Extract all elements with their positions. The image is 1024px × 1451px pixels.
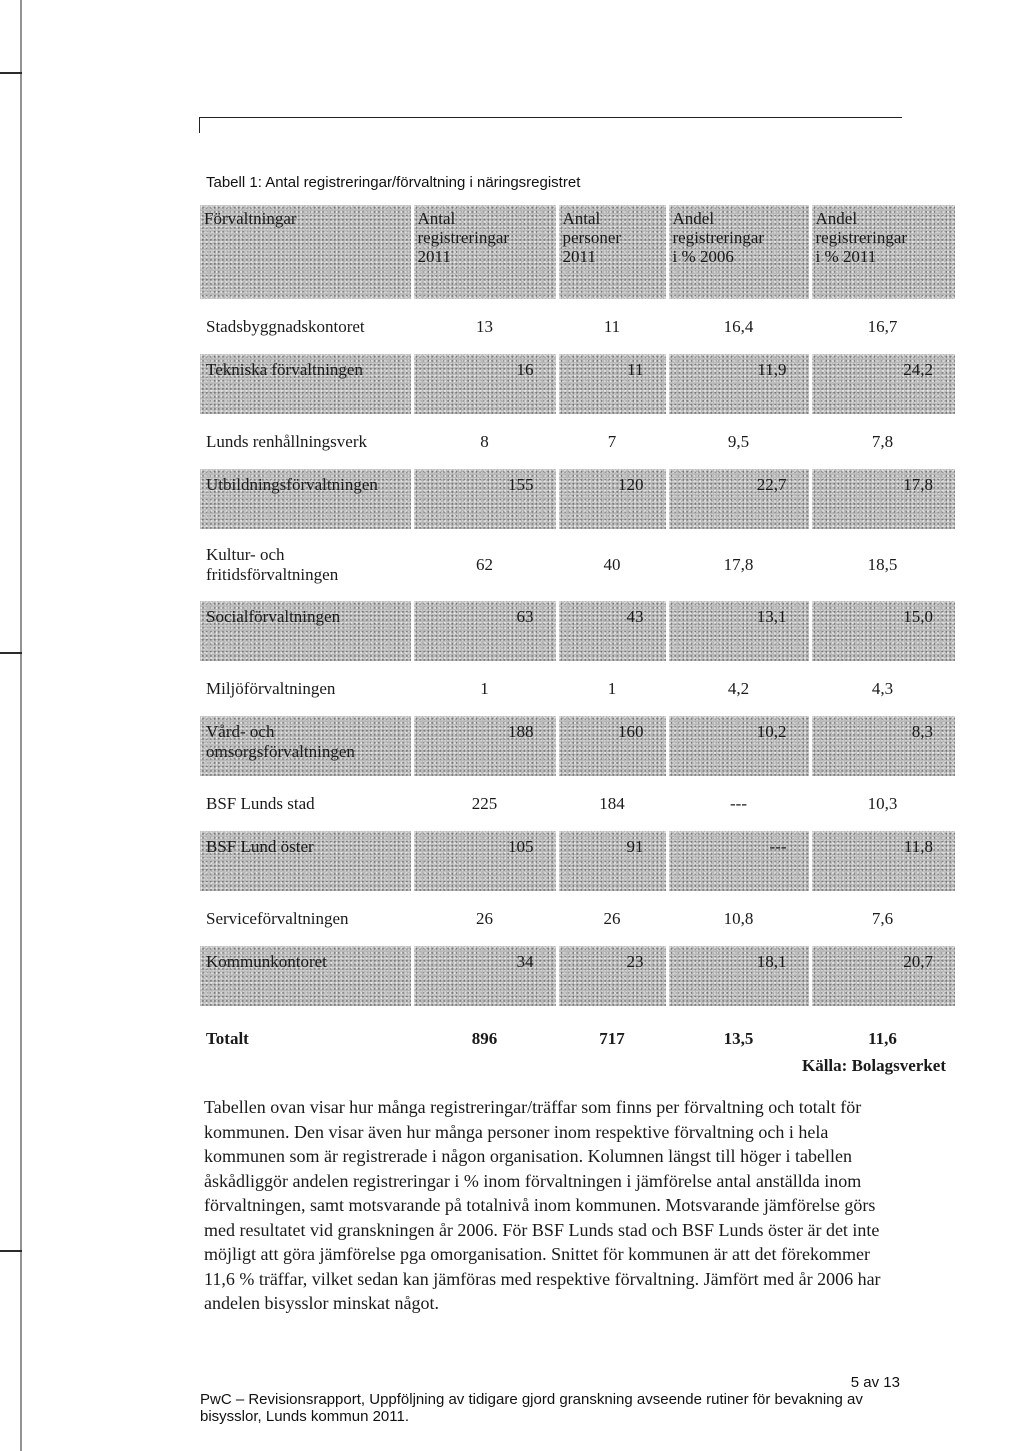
row-persons-2011: 11 [603, 316, 621, 336]
row-department-name: Stadsbyggnadskontoret [206, 316, 365, 336]
row-registrations-2011: 8 [480, 431, 489, 451]
row-persons-2011: 23 [557, 946, 667, 1006]
row-registrations-2011: 155 [412, 469, 557, 529]
row-registrations-2011: 34 [412, 946, 557, 1006]
page-number: 5 av 13 [850, 1374, 900, 1391]
row-department-name: Kultur- och fritidsförvaltningen [206, 545, 339, 584]
row-persons-2011: 1 [607, 678, 617, 698]
row-share-2011: 7,8 [871, 431, 894, 451]
table-row [200, 831, 955, 891]
row-share-2011: 15,0 [810, 601, 955, 661]
row-share-2006: 10,2 [667, 716, 810, 776]
row-registrations-2011: 16 [412, 354, 557, 414]
row-share-2006: 17,8 [723, 555, 754, 574]
row-persons-2011: 40 [603, 555, 621, 574]
table-row [200, 529, 955, 601]
table-row [200, 601, 955, 661]
row-persons-2011: 43 [557, 601, 667, 661]
header-rule [199, 117, 902, 118]
row-share-2006: 4,2 [727, 678, 750, 698]
row-persons-2011: 184 [599, 793, 625, 813]
table-row [200, 469, 955, 529]
page-footer [200, 1374, 900, 1425]
row-persons-2011: 120 [557, 469, 667, 529]
header-cell-persons-2011: Antal personer 2011 [557, 205, 667, 299]
row-share-2011: 17,8 [810, 469, 955, 529]
row-registrations-2011: 105 [412, 831, 557, 891]
scan-margin-tick [0, 1250, 22, 1252]
row-persons-2011: 11 [557, 354, 667, 414]
row-share-2006: 16,4 [723, 316, 754, 336]
table-caption: Tabell 1: Antal registreringar/förvaltning i näringsregistret [206, 174, 581, 191]
row-registrations-2011: 63 [412, 601, 557, 661]
table-row [200, 661, 955, 716]
row-department-name: BSF Lund öster [200, 831, 412, 891]
body-text [204, 1095, 904, 1316]
row-share-2006: 13,1 [667, 601, 810, 661]
row-registrations-2011: 1 [480, 678, 489, 698]
total-share-2011: 11,6 [868, 1029, 897, 1048]
row-department-name: Serviceförvaltningen [206, 908, 349, 928]
row-department-name: Lunds renhållningsverk [206, 431, 367, 451]
row-registrations-2011: 13 [476, 316, 493, 336]
scan-margin-tick [0, 72, 22, 74]
row-department-name: Miljöförvaltningen [206, 678, 336, 698]
row-department-name: Socialförvaltningen [200, 601, 412, 661]
table-row [200, 354, 955, 414]
header-rule-corner [199, 117, 200, 133]
row-department-name: BSF Lunds stad [206, 793, 315, 813]
row-persons-2011: 7 [607, 431, 617, 451]
row-share-2011: 20,7 [810, 946, 955, 1006]
table-row [200, 946, 955, 1006]
table-row [200, 716, 955, 776]
total-share-2006: 13,5 [723, 1029, 754, 1048]
row-share-2011: 10,3 [867, 793, 898, 813]
row-share-2011: 4,3 [871, 678, 894, 698]
row-share-2011: 18,5 [867, 555, 898, 574]
row-department-name: Vård- och omsorgsförvaltningen [200, 716, 412, 776]
header-cell-share-2011: Andel registreringar i % 2011 [810, 205, 955, 299]
row-share-2006: --- [730, 793, 747, 813]
footer-text: PwC – Revisionsrapport, Uppföljning av tidigare gjord granskning avseende rutiner för bevakning av bisysslor, Lunds kommun 2011. [200, 1391, 863, 1425]
row-registrations-2011: 188 [412, 716, 557, 776]
row-persons-2011: 160 [557, 716, 667, 776]
row-share-2011: 11,8 [810, 831, 955, 891]
scan-margin-line [20, 0, 22, 1451]
header-cell-departments: Förvaltningar [200, 205, 412, 299]
row-share-2011: 24,2 [810, 354, 955, 414]
table-row [200, 776, 955, 831]
row-share-2006: 18,1 [667, 946, 810, 1006]
row-department-name: Tekniska förvaltningen [200, 354, 412, 414]
row-registrations-2011: 62 [476, 555, 493, 574]
row-registrations-2011: 225 [471, 793, 498, 813]
header-cell-share-2006: Andel registreringar i % 2006 [667, 205, 810, 299]
total-persons-2011: 717 [599, 1029, 625, 1048]
row-persons-2011: 26 [603, 908, 621, 928]
row-share-2006: 22,7 [667, 469, 810, 529]
row-department-name: Utbildningsförvaltningen [200, 469, 412, 529]
table-source: Källa: Bolagsverket [801, 1056, 946, 1075]
total-label: Totalt [206, 1029, 249, 1048]
row-share-2006: 9,5 [727, 431, 750, 451]
scan-margin-tick [0, 652, 22, 654]
total-registrations-2011: 896 [471, 1029, 498, 1048]
table-row [200, 891, 955, 946]
row-share-2011: 7,6 [871, 908, 894, 928]
row-share-2006: --- [667, 831, 810, 891]
row-registrations-2011: 26 [476, 908, 493, 928]
table-header-row [200, 205, 955, 299]
row-share-2006: 11,9 [667, 354, 810, 414]
registrations-table [200, 205, 955, 1072]
row-persons-2011: 91 [557, 831, 667, 891]
table-row [200, 414, 955, 469]
body-paragraph: Tabellen ovan visar hur många registreringar/träffar som finns per förvaltning och totalt för kommunen. Den visar även hur många personer inom respektive förvaltning och i hela kommunen som är registrerade i någon organisation. Kolumnen längst till höger i tabellen åskådliggör andelen registreringar i % inom förvaltningen i jämförelse antal anställda inom förvaltningen, samt motsvarande på totalnivå inom kommunen. Motsvarande jämförelse görs med resultatet vid granskningen år 2006. För BSF Lunds stad och BSF Lunds öster är det inte möjligt att göra jämförelse pga omorganisation. Snittet för kommunen är att det förekommer 11,6 % träffar, vilket sedan kan jämföras med respektive förvaltning. Jämfört med år 2006 har andelen bisysslor minskat något. [204, 1097, 881, 1313]
header-cell-registrations-2011: Antal registreringar 2011 [412, 205, 557, 299]
table-row [200, 299, 955, 354]
row-share-2011: 16,7 [867, 316, 898, 336]
row-share-2011: 8,3 [810, 716, 955, 776]
row-department-name: Kommunkontoret [200, 946, 412, 1006]
row-share-2006: 10,8 [723, 908, 754, 928]
